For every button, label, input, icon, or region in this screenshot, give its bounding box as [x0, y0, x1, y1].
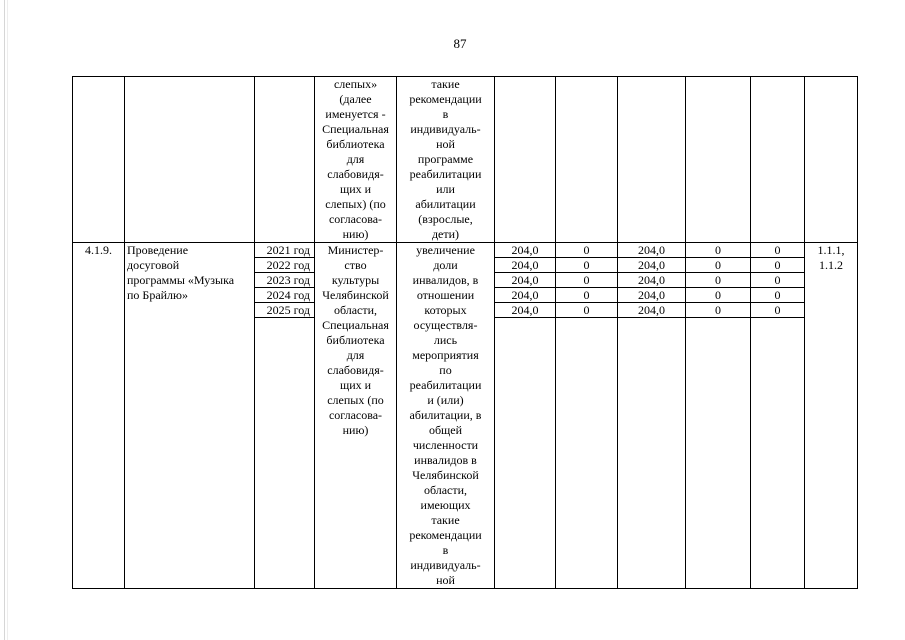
scan-edge-secondary	[7, 0, 8, 640]
executor-text-line: согласова-	[328, 408, 383, 422]
indicator-text-line: лись	[433, 333, 458, 347]
executor-text-line: нию)	[342, 423, 369, 437]
item-indicator	[397, 243, 495, 589]
item-name	[125, 243, 255, 589]
num-cell-empty	[73, 77, 125, 243]
indicator-text-line: по	[439, 363, 452, 377]
link-ref: 1.1.2	[819, 258, 843, 272]
year-label: 2021 год	[255, 243, 314, 258]
federal-value: 0	[556, 258, 617, 273]
indicator-text-line: которых	[424, 303, 467, 317]
local-value: 0	[686, 243, 750, 258]
item-name-line: Проведение	[127, 243, 189, 257]
total-value: 204,0	[495, 243, 555, 258]
indicator-text-line: области,	[423, 483, 468, 497]
executor-text-line: Специальная	[322, 122, 389, 136]
indicator-text-line: инвалидов, в	[412, 273, 479, 287]
indicator-text-line: рекомендации	[409, 528, 482, 542]
indicator-text-line: осуществля-	[413, 318, 478, 332]
executor-text-line: слабовидя-	[327, 167, 384, 181]
indicator-text-line: в	[442, 543, 449, 557]
other-value: 0	[751, 288, 804, 303]
executor-text-line: именуется -	[325, 107, 386, 121]
item-years	[255, 243, 315, 589]
local-value: 0	[686, 258, 750, 273]
executor-text-line: слепых (по	[327, 393, 384, 407]
regional-value: 204,0	[618, 258, 685, 273]
indicator-text-line: программе	[417, 152, 474, 166]
local-value: 0	[686, 303, 750, 318]
item-total	[495, 243, 556, 589]
executor-text-line: ство	[344, 258, 367, 272]
executor-text-line: слепых»	[333, 77, 378, 91]
indicator-text-line: дети)	[431, 227, 460, 241]
executor-text-line: щих и	[339, 378, 372, 392]
indicator-text-line: отношении	[416, 288, 475, 302]
total-value: 204,0	[495, 258, 555, 273]
item-name-line: досуговой	[127, 258, 180, 272]
year-cell-empty	[255, 77, 315, 243]
other-value: 0	[751, 303, 804, 318]
item-other	[751, 243, 805, 589]
executor-text-line: слепых) (по	[325, 197, 386, 211]
indicator-text-line: в	[442, 107, 449, 121]
links-cell-empty	[805, 77, 858, 243]
executor-text-line: согласова-	[328, 212, 383, 226]
indicator-text-line: мероприятия	[412, 348, 479, 362]
name-cell-empty	[125, 77, 255, 243]
local-cell-empty	[686, 77, 751, 243]
indicator-text-line: ной	[436, 573, 455, 587]
indicator-text-line: абилитации	[415, 197, 476, 211]
executor-text-line: культуры	[331, 273, 380, 287]
executor-text-line: Челябинской	[322, 288, 389, 302]
federal-value: 0	[556, 243, 617, 258]
item-row-4-1-9	[73, 243, 858, 589]
item-local	[686, 243, 751, 589]
total-value: 204,0	[495, 288, 555, 303]
executor-text-line: библиотека	[326, 137, 385, 151]
indicator-text-line: реабилитации	[409, 378, 482, 392]
other-value: 0	[751, 258, 804, 273]
indicator-cell-continued	[397, 77, 495, 243]
indicator-text-line: увеличение	[416, 243, 475, 257]
scan-edge	[4, 0, 5, 640]
executor-cell-continued	[315, 77, 397, 243]
indicator-text-line: индивидуаль-	[410, 558, 481, 572]
indicator-text-line: ной	[436, 137, 455, 151]
item-regional	[618, 243, 686, 589]
federal-value: 0	[556, 288, 617, 303]
federal-value: 0	[556, 273, 617, 288]
item-links	[805, 243, 858, 589]
indicator-text-line: инвалидов в	[414, 453, 477, 467]
federal-cell-empty	[556, 77, 618, 243]
item-number: 4.1.9.	[73, 243, 125, 589]
executor-text-line: щих и	[339, 182, 372, 196]
regional-value: 204,0	[618, 288, 685, 303]
continued-row	[73, 77, 858, 243]
other-cell-empty	[751, 77, 805, 243]
other-value: 0	[751, 273, 804, 288]
program-table	[72, 76, 858, 589]
item-name-line: по Брайлю»	[127, 288, 189, 302]
indicator-text-line: доли	[433, 258, 458, 272]
regional-value: 204,0	[618, 273, 685, 288]
other-value: 0	[751, 243, 804, 258]
total-cell-empty	[495, 77, 556, 243]
indicator-text-line: и (или)	[427, 393, 464, 407]
page-number: 87	[453, 36, 467, 51]
executor-text-line: Министер-	[327, 243, 384, 257]
regional-value: 204,0	[618, 243, 685, 258]
item-executor	[315, 243, 397, 589]
executor-text-line: Специальная	[322, 318, 389, 332]
regional-value: 204,0	[618, 303, 685, 318]
indicator-text-line: реабилитации	[409, 167, 482, 181]
indicator-text-line: индивидуаль-	[410, 122, 481, 136]
total-value: 204,0	[495, 303, 555, 318]
federal-value: 0	[556, 303, 617, 318]
year-label: 2022 год	[255, 258, 314, 273]
indicator-text-line: имеющих	[420, 498, 471, 512]
indicator-text-line: такие	[431, 77, 460, 91]
indicator-text-line: такие	[431, 513, 460, 527]
executor-text-line: области,	[333, 303, 378, 317]
executor-text-line: (далее	[339, 92, 372, 106]
indicator-text-line: или	[436, 182, 455, 196]
local-value: 0	[686, 273, 750, 288]
executor-text-line: нию)	[342, 227, 369, 241]
executor-text-line: для	[346, 348, 365, 362]
indicator-text-line: численности	[412, 438, 479, 452]
indicator-text-line: рекомендации	[409, 92, 482, 106]
year-label: 2023 год	[255, 273, 314, 288]
indicator-text-line: (взрослые,	[418, 212, 473, 226]
executor-text-line: для	[346, 152, 365, 166]
regional-cell-empty	[618, 77, 686, 243]
year-label: 2025 год	[255, 303, 314, 318]
total-value: 204,0	[495, 273, 555, 288]
indicator-text-line: Челябинской	[412, 468, 479, 482]
indicator-text-line: абилитации, в	[409, 408, 482, 422]
item-name-line: программы «Музыка	[127, 273, 235, 287]
executor-text-line: слабовидя-	[327, 363, 384, 377]
year-label: 2024 год	[255, 288, 314, 303]
link-ref: 1.1.1,	[817, 243, 845, 257]
item-federal	[556, 243, 618, 589]
indicator-text-line: общей	[428, 423, 463, 437]
executor-text-line: библиотека	[326, 333, 385, 347]
local-value: 0	[686, 288, 750, 303]
